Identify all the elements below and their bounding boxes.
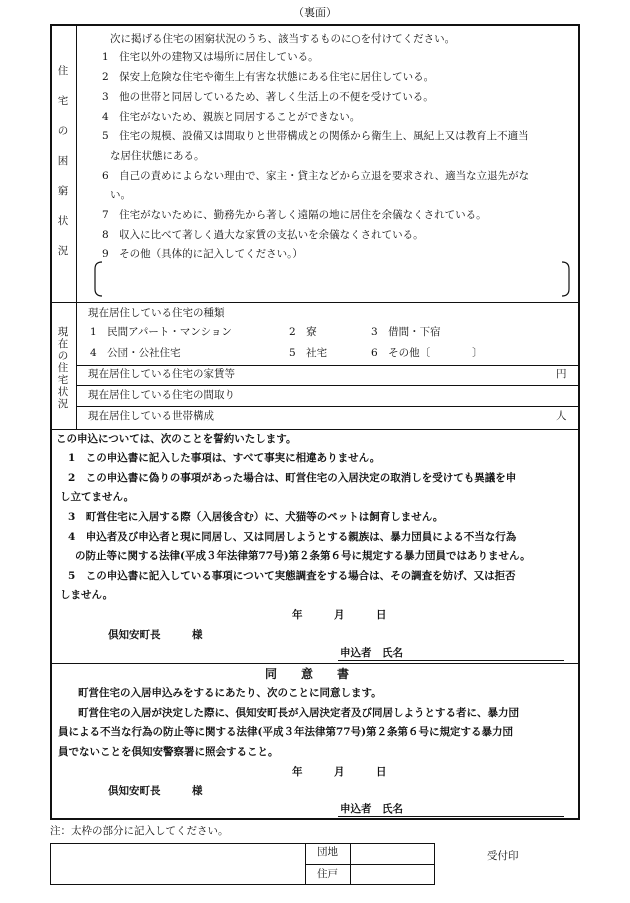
housing-label-char: 況 xyxy=(57,398,69,410)
hardship-item[interactable]: 1 住宅以外の建物又は場所に居住している。 xyxy=(102,51,319,63)
housing-type-option[interactable]: 6 その他〔 〕 xyxy=(371,347,483,359)
consent-applicant-label: 申込者 氏名 xyxy=(340,803,403,815)
pledge-item: 2 この申込書に偽りの事項があった場合は、町営住宅の入居決定の取消しを受けても異議を申 xyxy=(68,472,517,484)
hardship-item[interactable]: 6 自己の責めによらない理由で、家主・貸主などから立退を要求され、適当な立退先がな xyxy=(102,170,530,182)
room-layout-label: 現在居住している住宅の間取り xyxy=(88,389,235,401)
household-label: 現在居住している世帯構成 xyxy=(88,410,214,422)
consent-title: 同 意 書 xyxy=(265,667,350,681)
consent-date[interactable]: 年 月 日 xyxy=(292,766,387,778)
hardship-item[interactable]: 4 住宅がないため、親族と同居することができない。 xyxy=(102,111,361,123)
pledge-item-continued: の防止等に関する法律(平成３年法律第77号)第２条第６号に規定する暴力団員ではありません。 xyxy=(75,550,531,562)
housing-type-option[interactable]: 2 寮 xyxy=(289,326,317,338)
hardship-label-char: 況 xyxy=(57,245,69,257)
hardship-item[interactable]: 3 他の世帯と同居しているため、著しく生活上の不便を受けている。 xyxy=(102,91,434,103)
label-column-divider xyxy=(76,24,77,430)
pledge-item: 5 この申込書に記入している事項について実態調査をする場合は、その調査を妨げ、又は拒否 xyxy=(68,570,516,582)
consent-line: 町営住宅の入居申込みをするにあたり、次のことに同意します。 xyxy=(78,687,382,699)
hardship-item[interactable]: 8 収入に比べて著しく過大な家賃の支払いを余儀なくされている。 xyxy=(102,229,424,241)
pledge-item-continued: しません。 xyxy=(60,589,114,601)
hardship-item-continued: な居住状態にある。 xyxy=(110,150,205,162)
hardship-item[interactable]: 5 住宅の規模、設備又は間取りと世帯構成との関係から衛生上、風紀上又は教育上不適当 xyxy=(102,130,529,142)
hardship-label-char: 宅 xyxy=(57,95,69,107)
pledge-date[interactable]: 年 月 日 xyxy=(292,609,387,621)
housing-label-char: 現 xyxy=(57,326,69,338)
pledge-intro: この申込については、次のことを誓約いたします。 xyxy=(56,433,297,445)
pledge-signature-line[interactable] xyxy=(338,660,564,661)
housing-type-option[interactable]: 1 民間アパート・マンション xyxy=(90,326,232,338)
hardship-label xyxy=(50,66,76,276)
hardship-item-continued: い。 xyxy=(110,189,131,201)
reception-stamp-label: 受付印 xyxy=(487,850,519,862)
consent-signature-line[interactable] xyxy=(338,816,564,817)
section-divider xyxy=(50,663,580,664)
housing-label-char: 住 xyxy=(57,362,69,374)
table-divider xyxy=(305,864,435,865)
pledge-item: 1 この申込書に記入した事項は、すべて事実に相違ありません。 xyxy=(68,452,381,464)
note-text: 注：太枠の部分に記入してください。 xyxy=(50,825,229,837)
housing-type-heading: 現在居住している住宅の種類 xyxy=(88,307,225,319)
hardship-item[interactable]: 2 保安上危険な住宅や衛生上有害な状態にある住宅に居住している。 xyxy=(102,71,435,83)
section-divider xyxy=(50,429,580,430)
pledge-item: 3 町営住宅に入居する際（入居後含む）に、犬猫等のペットは飼育しません。 xyxy=(68,511,444,523)
consent-line: 員による不当な行為の防止等に関する法律(平成３年法律第77号)第２条第６号に規定する暴力団 xyxy=(58,726,514,738)
hardship-label-char: 状 xyxy=(57,215,69,227)
rent-label: 現在居住している住宅の家賃等 xyxy=(88,368,235,380)
housing-label xyxy=(50,327,76,411)
hardship-label-char: 窮 xyxy=(57,185,69,197)
hardship-label-char: 住 xyxy=(57,65,69,77)
housing-label-char: 状 xyxy=(57,386,69,398)
hardship-intro: 次に掲げる住宅の困窮状況のうち、該当するものに○を付けてください。 xyxy=(110,33,456,45)
section-divider xyxy=(50,302,580,303)
row-divider xyxy=(76,365,580,366)
housing-label-char: 宅 xyxy=(57,374,69,386)
row-divider xyxy=(76,406,580,407)
rent-unit: 円 xyxy=(556,368,567,380)
consent-addressee: 倶知安町長 様 xyxy=(108,785,203,797)
consent-line: 町営住宅の入居が決定した際に、倶知安町長が入居決定者及び同居しようとする者に、暴力団 xyxy=(78,707,519,719)
hardship-label-char: 困 xyxy=(57,155,69,167)
pledge-item-continued: し立てません。 xyxy=(60,491,135,503)
hardship-item[interactable]: 7 住宅がないために、勤務先から著しく遠隔の地に居住を余儀なくされている。 xyxy=(102,209,487,221)
danchi-label: 団地 xyxy=(317,846,338,858)
pledge-addressee: 倶知安町長 様 xyxy=(108,629,203,641)
housing-type-option[interactable]: 4 公団・公社住宅 xyxy=(90,347,181,359)
juko-label: 住戸 xyxy=(317,868,338,880)
page-title: （裏面） xyxy=(293,6,337,19)
housing-type-option[interactable]: 3 借間・下宿 xyxy=(371,326,441,338)
housing-type-option[interactable]: 5 社宅 xyxy=(289,347,328,359)
hardship-item[interactable]: 9 その他（具体的に記入してください。） xyxy=(102,248,303,260)
pledge-applicant-label: 申込者 氏名 xyxy=(340,647,403,659)
pledge-item: 4 申込者及び申込者と現に同居し、又は同居しようとする親族は、暴力団員による不当な行為 xyxy=(68,531,517,543)
hardship-label-char: の xyxy=(57,125,69,137)
row-divider xyxy=(76,385,580,386)
housing-label-char: 在 xyxy=(57,338,69,350)
housing-label-char: の xyxy=(57,350,69,362)
household-unit: 人 xyxy=(556,410,567,422)
consent-line: 員でないことを倶知安警察署に照会すること。 xyxy=(58,746,279,758)
other-details-input[interactable] xyxy=(94,261,570,297)
